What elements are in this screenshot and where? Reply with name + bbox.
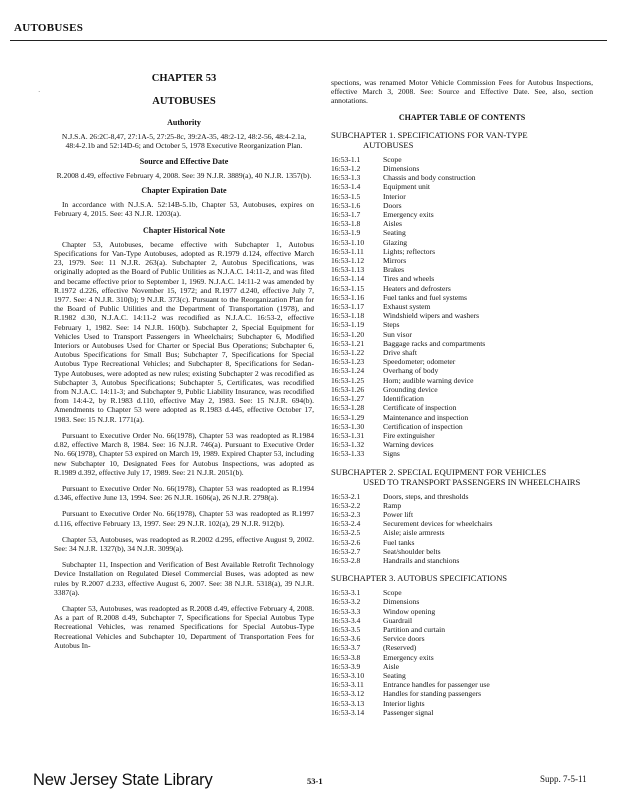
table-of-contents (331, 130, 593, 717)
toc-entry (331, 449, 593, 458)
toc-entry (331, 689, 593, 698)
section-title: Aisle (383, 661, 400, 671)
expiration-text: In accordance with N.J.S.A. 52:14B-5.1b, Chapter 53, Autobuses, expires on February 4, 2015. See: 43 N.J.R. 1203(a). (54, 200, 314, 219)
toc-entry (331, 385, 593, 394)
section-title: Securement devices for wheelchairs (383, 519, 493, 529)
toc-entry (331, 662, 593, 671)
section-number: 16:53-1.3 (331, 173, 361, 183)
toc-entry (331, 265, 593, 274)
section-title: Baggage racks and compartments (383, 338, 486, 348)
toc-entry (331, 182, 593, 191)
toc-entry (331, 366, 593, 375)
section-number: 16:53-1.21 (331, 338, 365, 348)
section-title: Scope (383, 154, 402, 164)
historical-note-heading: Chapter Historical Note (142, 225, 226, 235)
subchapter-heading-text: SUBCHAPTER 3. AUTOBUS SPECIFICATIONS (331, 573, 508, 584)
section-number: 16:53-1.5 (331, 191, 361, 201)
toc-entry (331, 302, 593, 311)
section-number: 16:53-2.8 (331, 555, 361, 565)
section-title: Mirrors (383, 256, 407, 266)
section-number: 16:53-3.1 (331, 588, 361, 598)
section-number: 16:53-1.16 (331, 292, 365, 302)
section-title: Horn; audible warning device (383, 375, 474, 385)
section-number: 16:53-3.3 (331, 606, 361, 616)
toc-entry (331, 607, 593, 616)
toc-entry (331, 201, 593, 210)
section-title: Certification of inspection (383, 421, 463, 431)
section-number: 16:53-2.6 (331, 537, 361, 547)
toc-entry (331, 238, 593, 247)
source-heading: Source and Effective Date (139, 156, 229, 166)
page-number: 53-1 (307, 776, 323, 786)
section-number: 16:53-1.29 (331, 412, 365, 422)
section-title: Fire extinguisher (383, 430, 435, 440)
toc-entry (331, 538, 593, 547)
section-title: Handrails and stanchions (383, 555, 460, 565)
section-title: Glazing (383, 237, 408, 247)
toc-title: CHAPTER TABLE OF CONTENTS (398, 112, 526, 122)
section-title: Brakes (383, 265, 405, 275)
source-text: R.2008 d.49, effective February 4, 2008. See: 39 N.J.R. 3889(a), 40 N.J.R. 1357(b). (56, 170, 312, 180)
historical-paragraph: Pursuant to Executive Order No. 66(1978), Chapter 53 was readopted as R.1984 d.82, effective March 8, 1984. See: 16 N.J.R. 746(a). Pursuant to Executive Order No. 66(1978), Chapter 53 expired on March 19, 1989. Expired Chapter 53, including new Subchapter 10, Designated Fees for Autobus Inspections, was adopted as R.1989 d.392, effective July 17, 1989. See: 21 N.J.R. 2051(b). (54, 430, 314, 477)
authority-heading: Authority (167, 118, 201, 127)
section-title: Aisles (383, 219, 402, 229)
section-number: 16:53-2.5 (331, 528, 361, 538)
section-number: 16:53-3.12 (331, 689, 365, 699)
section-title: Speedometer; odometer (383, 357, 456, 367)
section-number: 16:53-1.8 (331, 219, 361, 229)
section-title: Handles for standing passengers (383, 689, 482, 699)
section-title: Seat/shoulder belts (383, 546, 441, 556)
toc-entry (331, 403, 593, 412)
toc-entry (331, 547, 593, 556)
section-title: Equipment unit (383, 182, 431, 192)
section-title: Grounding device (383, 384, 438, 394)
toc-entry (331, 708, 593, 717)
toc-entry (331, 293, 593, 302)
toc-entry (331, 634, 593, 643)
section-title: Tires and wheels (383, 274, 435, 284)
section-title: Dimensions (383, 164, 420, 174)
toc-entry (331, 671, 593, 680)
section-number: 16:53-2.3 (331, 509, 361, 519)
section-number: 16:53-3.2 (331, 597, 361, 607)
section-number: 16:53-1.18 (331, 311, 365, 321)
section-title: Service doors (383, 634, 425, 644)
section-title: Sun visor (383, 329, 412, 339)
section-number: 16:53-1.15 (331, 283, 365, 293)
historical-paragraph: Pursuant to Executive Order No. 66(1978), Chapter 53 was readopted as R.1997 d.116, effective February 13, 1997. See: 29 N.J.R. 102(a), 29 N.J.R. 912(b). (54, 509, 314, 528)
section-title: Interior lights (383, 698, 425, 708)
toc-entry (331, 164, 593, 173)
section-title: Overhang of body (383, 366, 439, 376)
section-title: Steps (383, 320, 400, 330)
section-title: Partition and curtain (383, 624, 445, 634)
section-number: 16:53-1.23 (331, 357, 365, 367)
toc-entry (331, 699, 593, 708)
section-title: Chassis and body construction (383, 173, 476, 183)
chapter-number: CHAPTER 53 (151, 73, 217, 84)
section-number: 16:53-3.7 (331, 643, 361, 653)
section-title: Signs (383, 449, 400, 459)
section-title: Seating (383, 670, 406, 680)
toc-entry (331, 247, 593, 256)
section-title: Certificate of inspection (383, 403, 457, 413)
section-number: 16:53-2.2 (331, 500, 361, 510)
section-number: 16:53-1.7 (331, 210, 361, 220)
section-title: Warning devices (383, 440, 434, 450)
subchapter-heading (331, 573, 593, 583)
toc-entry (331, 210, 593, 219)
section-number: 16:53-1.11 (331, 246, 364, 256)
toc-entry (331, 311, 593, 320)
section-number: 16:53-1.31 (331, 430, 365, 440)
margin-mark: · (38, 88, 41, 96)
section-title: Guardrail (383, 615, 413, 625)
expiration-heading: Chapter Expiration Date (141, 186, 227, 196)
section-number: 16:53-1.28 (331, 403, 365, 413)
section-title: Seating (383, 228, 406, 238)
toc-entry (331, 219, 593, 228)
section-title: Dimensions (383, 597, 420, 607)
toc-entry (331, 320, 593, 329)
section-title: Exhaust system (383, 302, 431, 312)
section-title: Drive shaft (383, 348, 417, 358)
toc-entry (331, 556, 593, 565)
section-title: Fuel tanks and fuel systems (383, 292, 467, 302)
subchapter-heading-cont: USED TO TRANSPORT PASSENGERS IN WHEELCHAIRS (363, 476, 581, 487)
section-number: 16:53-1.30 (331, 421, 365, 431)
toc-entry (331, 597, 593, 606)
toc-entry (331, 357, 593, 366)
section-number: 16:53-1.2 (331, 164, 361, 174)
toc-entry (331, 616, 593, 625)
section-number: 16:53-3.13 (331, 698, 365, 708)
section-title: Ramp (383, 500, 402, 510)
toc-entry (331, 431, 593, 440)
toc-entry (331, 228, 593, 237)
section-title: Doors, steps, and thresholds (383, 491, 469, 501)
section-number: 16:53-1.32 (331, 440, 365, 450)
section-title: Aisle; aisle armrests (383, 528, 445, 538)
section-number: 16:53-1.13 (331, 265, 365, 275)
section-number: 16:53-1.33 (331, 449, 365, 459)
section-number: 16:53-1.12 (331, 256, 365, 266)
section-number: 16:53-3.14 (331, 707, 365, 717)
section-number: 16:53-3.8 (331, 652, 361, 662)
subchapter-heading-text: SUBCHAPTER 2. SPECIAL EQUIPMENT FOR VEHICLES (331, 466, 547, 477)
toc-entry (331, 256, 593, 265)
toc-entry (331, 192, 593, 201)
toc-entry (331, 492, 593, 501)
toc-entry (331, 625, 593, 634)
section-number: 16:53-1.1 (331, 154, 361, 164)
section-number: 16:53-1.6 (331, 200, 361, 210)
toc-entry (331, 501, 593, 510)
toc-entry (331, 440, 593, 449)
historical-paragraph: Chapter 53, Autobuses, became effective with Subchapter 1, Autobus Specifications for Van-Type Autobuses, adopted as R.1979 d.124, effective March 23, 1979. See: 11 N.J.R. 263(a). Subchapter 2, Autobus Specifications, was originally adopted as the Board of Public Utilities as N.J.A.C. 14:11-2, and was filed and became effective prior to September 1, 1969. N.J.A.C. 14:11-2 was amended by R.1972 d.226, effective November 15, 1972; and R.1977 d.240, effective July 7, 1977. See: 4 N.J.R. 310(b); 9 N.J.R. 373(c). Pursuant to the Reorganization Plan for the Board of Public Utilities and the Department of Transportation (1978), and R.1982 d.30, N.J.A.C. 14:11-2 was recodified as N.J.A.C. 16:53-2, effective February 1, 1982. See: 14 N.J.R. 160(b). Subchapter 2, Special Equipment for Vehicles Used to Transport Passengers in Wheelchairs; Subchapter 6, Modified Interiors or Autobuses Used for Charter or Special Bus Operations; Subchapter 6, Autobus Specifications for Small Bus; Subchapter 7, Specifications for Special Autobus Type Recreational Vehicles; and Subchapter 8, Specifications for Sedan-Type Autobuses, were adopted as new rules; existing Subchapter 2 was recodified as Subchapter 3, Autobus Specifications; Subchapter 5, Certificates, was recodified from N.J.A.C. 14:11-3; and Subchapter 9, Public Liability Insurance, was recodified from 14:4-2, by R.1983 d.110, effective May 2, 1983. See: 15 N.J.R. 694(b). Amendments to Chapter 53 were adopted as R.1983 d.445, effective October 17, 1983. See: 15 N.J.R. 1771(a). (54, 239, 314, 424)
section-number: 16:53-1.26 (331, 384, 365, 394)
toc-entry (331, 588, 593, 597)
toc-entry (331, 422, 593, 431)
section-title: Entrance handles for passenger use (383, 680, 490, 690)
section-title: Emergency exits (383, 652, 434, 662)
section-title: Fuel tanks (383, 537, 415, 547)
section-title: Maintenance and inspection (383, 412, 469, 422)
section-number: 16:53-1.20 (331, 329, 365, 339)
toc-entry (331, 330, 593, 339)
section-number: 16:53-2.7 (331, 546, 361, 556)
section-title: Passenger signal (383, 707, 434, 717)
historical-paragraph: Pursuant to Executive Order No. 66(1978), Chapter 53 was readopted as R.1994 d.346, effective June 13, 1994. See: 26 N.J.R. 1606(a), 26 N.J.R. 2798(a). (54, 483, 314, 503)
section-number: 16:53-1.9 (331, 228, 361, 238)
section-title: Lights; reflectors (383, 246, 436, 256)
toc-entry (331, 519, 593, 528)
left-column (54, 72, 314, 657)
toc-entry (331, 680, 593, 689)
section-number: 16:53-3.10 (331, 670, 365, 680)
section-number: 16:53-1.4 (331, 182, 361, 192)
running-header: AUTOBUSES (14, 22, 84, 34)
section-title: Doors (383, 200, 402, 210)
toc-entry (331, 155, 593, 164)
section-number: 16:53-1.27 (331, 394, 365, 404)
section-title: Emergency exits (383, 210, 434, 220)
section-number: 16:53-3.6 (331, 634, 361, 644)
toc-entry (331, 653, 593, 662)
subchapter-heading (331, 130, 593, 150)
toc-entry (331, 339, 593, 348)
section-number: 16:53-1.19 (331, 320, 365, 330)
subchapter-heading-cont: AUTOBUSES (363, 139, 414, 150)
toc-entry (331, 274, 593, 283)
section-number: 16:53-1.22 (331, 348, 365, 358)
toc-entry (331, 348, 593, 357)
section-number: 16:53-1.24 (331, 366, 365, 376)
toc-entry (331, 394, 593, 403)
toc-entry (331, 284, 593, 293)
header-divider (10, 40, 607, 41)
right-column (331, 78, 593, 717)
section-title: Window opening (383, 606, 436, 616)
section-title: (Reserved) (383, 643, 417, 653)
section-title: Scope (383, 588, 402, 598)
toc-entry (331, 528, 593, 537)
section-number: 16:53-3.11 (331, 680, 364, 690)
section-number: 16:53-3.4 (331, 615, 361, 625)
supplement-date: Supp. 7-5-11 (540, 774, 587, 784)
section-number: 16:53-3.9 (331, 661, 361, 671)
toc-entry (331, 643, 593, 652)
section-number: 16:53-2.1 (331, 491, 361, 501)
section-title: Windshield wipers and washers (383, 311, 480, 321)
section-number: 16:53-1.10 (331, 237, 365, 247)
section-title: Heaters and defrosters (383, 283, 451, 293)
historical-paragraph: Subchapter 11, Inspection and Verification of Best Available Retrofit Technology Device Installation on Regulated Diesel Commercial Buses, was adopted as new rules by R.2007 d.233, effective August 6, 2007. See: 38 N.J.R. 5318(a), 39 N.J.R. 3387(a). (54, 560, 314, 597)
chapter-title: AUTOBUSES (152, 96, 216, 107)
section-number: 16:53-1.14 (331, 274, 365, 284)
section-number: 16:53-3.5 (331, 624, 361, 634)
section-number: 16:53-2.4 (331, 519, 361, 529)
section-number: 16:53-1.25 (331, 375, 365, 385)
continued-paragraph: spections, was renamed Motor Vehicle Commission Fees for Autobus Inspections, effective March 3, 2008. See: Source and Effective Date. See, also, section annotations. (331, 78, 593, 106)
library-logo: New Jersey State Library (33, 771, 213, 789)
historical-paragraph: Chapter 53, Autobuses, was readopted as R.2002 d.295, effective August 9, 2002. See: 34 N.J.R. 1327(b), 34 N.J.R. 3099(a). (54, 534, 314, 553)
authority-text: N.J.S.A. 26:2C-8,47, 27:1A-5, 27:25-8c, 39:2A-35, 48:2-12, 48:2-56, 48:4-2.1a, 48:4-2.1b and 52:14D-6; and October 5, 1978 Executive Reorganization Plan. (61, 132, 307, 151)
toc-entry (331, 376, 593, 385)
section-title: Power lift (383, 509, 414, 519)
subchapter-heading-text: SUBCHAPTER 1. SPECIFICATIONS FOR VAN-TYPE (331, 129, 528, 140)
section-title: Identification (383, 394, 424, 404)
subchapter-heading (331, 467, 593, 487)
historical-paragraph: Chapter 53, Autobuses, was readopted as R.2008 d.49, effective February 4, 2008. As a part of R.2008 d.49, Subchapter 7, Specifications for Special Autobus Type Recreational Vehicles, was renamed Specifications for Special Autobus-Type Recreational Vehicles and Subchapter 10, Department of Transportation Fees for Autobus In- (54, 603, 314, 650)
toc-entry (331, 413, 593, 422)
section-title: Interior (383, 191, 406, 201)
toc-entry (331, 173, 593, 182)
section-number: 16:53-1.17 (331, 302, 365, 312)
toc-entry (331, 510, 593, 519)
